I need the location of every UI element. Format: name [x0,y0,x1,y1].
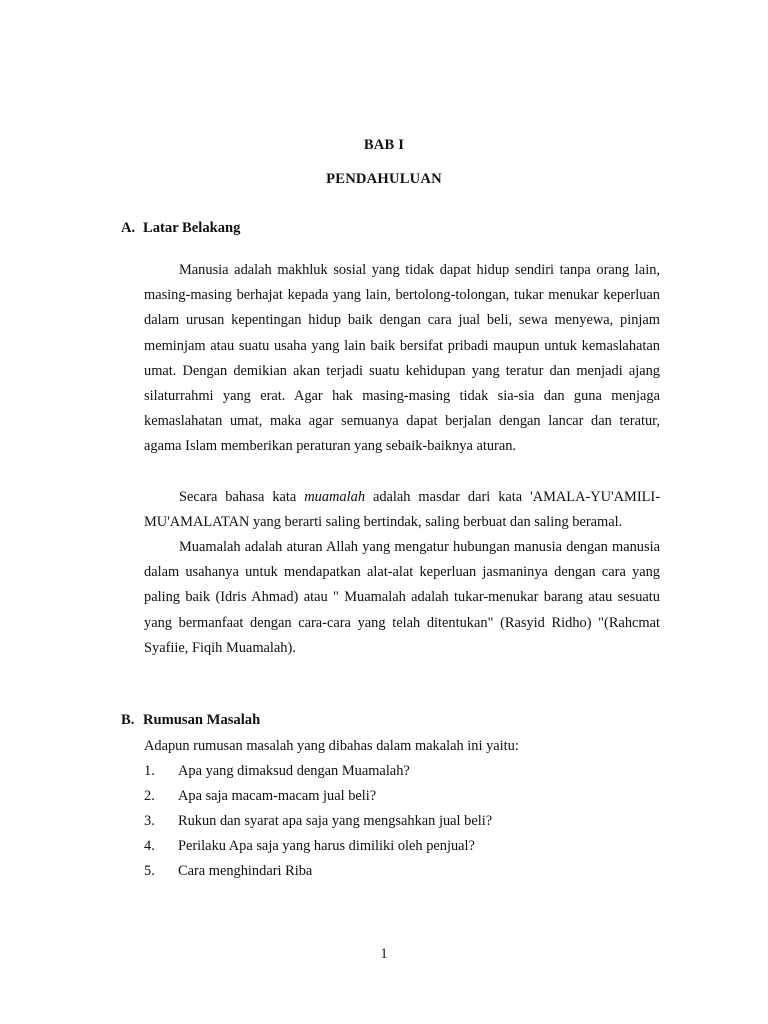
list-item-text: Apa saja macam-macam jual beli? [178,788,377,804]
background-paragraph-2 [144,485,660,535]
chapter-title: PENDAHULUAN [326,171,442,187]
list-item-text: Perilaku Apa saja yang harus dimiliki oleh penjual? [178,838,475,854]
page-number: 1 [380,946,388,962]
list-item-number: 5. [144,863,155,879]
list-item [144,863,312,880]
section-b-title: Rumusan Masalah [143,712,261,728]
list-item [144,788,376,805]
section-b-heading [121,712,260,729]
list-item [144,763,410,780]
chapter-number: BAB I [363,137,405,153]
section-a-title: Latar Belakang [143,220,241,236]
list-item-text: Rukun dan syarat apa saja yang mengsahkan jual beli? [178,813,493,829]
problem-intro: Adapun rumusan masalah yang dibahas dalam makalah ini yaitu: [144,738,519,754]
background-paragraph-3 [144,535,660,661]
section-a-heading [121,220,240,237]
list-item-text: Apa yang dimaksud dengan Muamalah? [178,763,410,779]
list-item-number: 4. [144,838,155,854]
list-item-number: 2. [144,788,155,804]
list-item-number: 1. [144,763,155,779]
paragraph-2-text-after: adalah masdar dari kata 'AMALA-YU'AMILI-MU'AMALATAN yang berarti saling bertindak, saling berbuat dan saling beramal. [144,489,660,531]
paragraph-3-text: Muamalah adalah aturan Allah yang mengatur hubungan manusia dengan manusia dalam usahanya untuk mendapatkan alat-alat keperluan jasmaninya dengan cara yang paling baik (Idris Ahmad) atau " Muamalah adalah tukar-menukar barang atau sesuatu yang bermanfaat dengan cara-cara yang telah ditentukan" (Rasyid Ridho) "(Rahcmat Syafiie, Fiqih Muamalah). [144,539,660,656]
list-item-text: Cara menghindari Riba [178,863,313,879]
paragraph-2-italic-term: muamalah [304,489,366,505]
list-item [144,813,492,830]
section-b-letter: B. [121,712,135,728]
paragraph-2-text-before: Secara bahasa kata [179,489,305,505]
background-paragraph-1 [144,258,660,460]
list-item-number: 3. [144,813,155,829]
paragraph-1-text: Manusia adalah makhluk sosial yang tidak dapat hidup sendiri tanpa orang lain, masing-masing berhajat kepada yang lain, bertolong-tolongan, tukar menukar keperluan dalam urusan kepentingan hidup baik dengan cara jual beli, sewa menyewa, pinjam meminjam atau suatu usaha yang lain baik bersifat pribadi maupun untuk kemaslahatan umat. Dengan demikian akan terjadi suatu kehidupan yang teratur dan menjadi ajang silaturrahmi yang erat. Agar hak masing-masing tidak sia-sia dan guna menjaga kemaslahatan umat, maka agar semuanya dapat berjalan dengan lancar dan teratur, agama Islam memberikan peraturan yang sebaik-baiknya aturan. [144,262,660,455]
list-item [144,838,475,855]
section-a-letter: A. [121,220,136,236]
